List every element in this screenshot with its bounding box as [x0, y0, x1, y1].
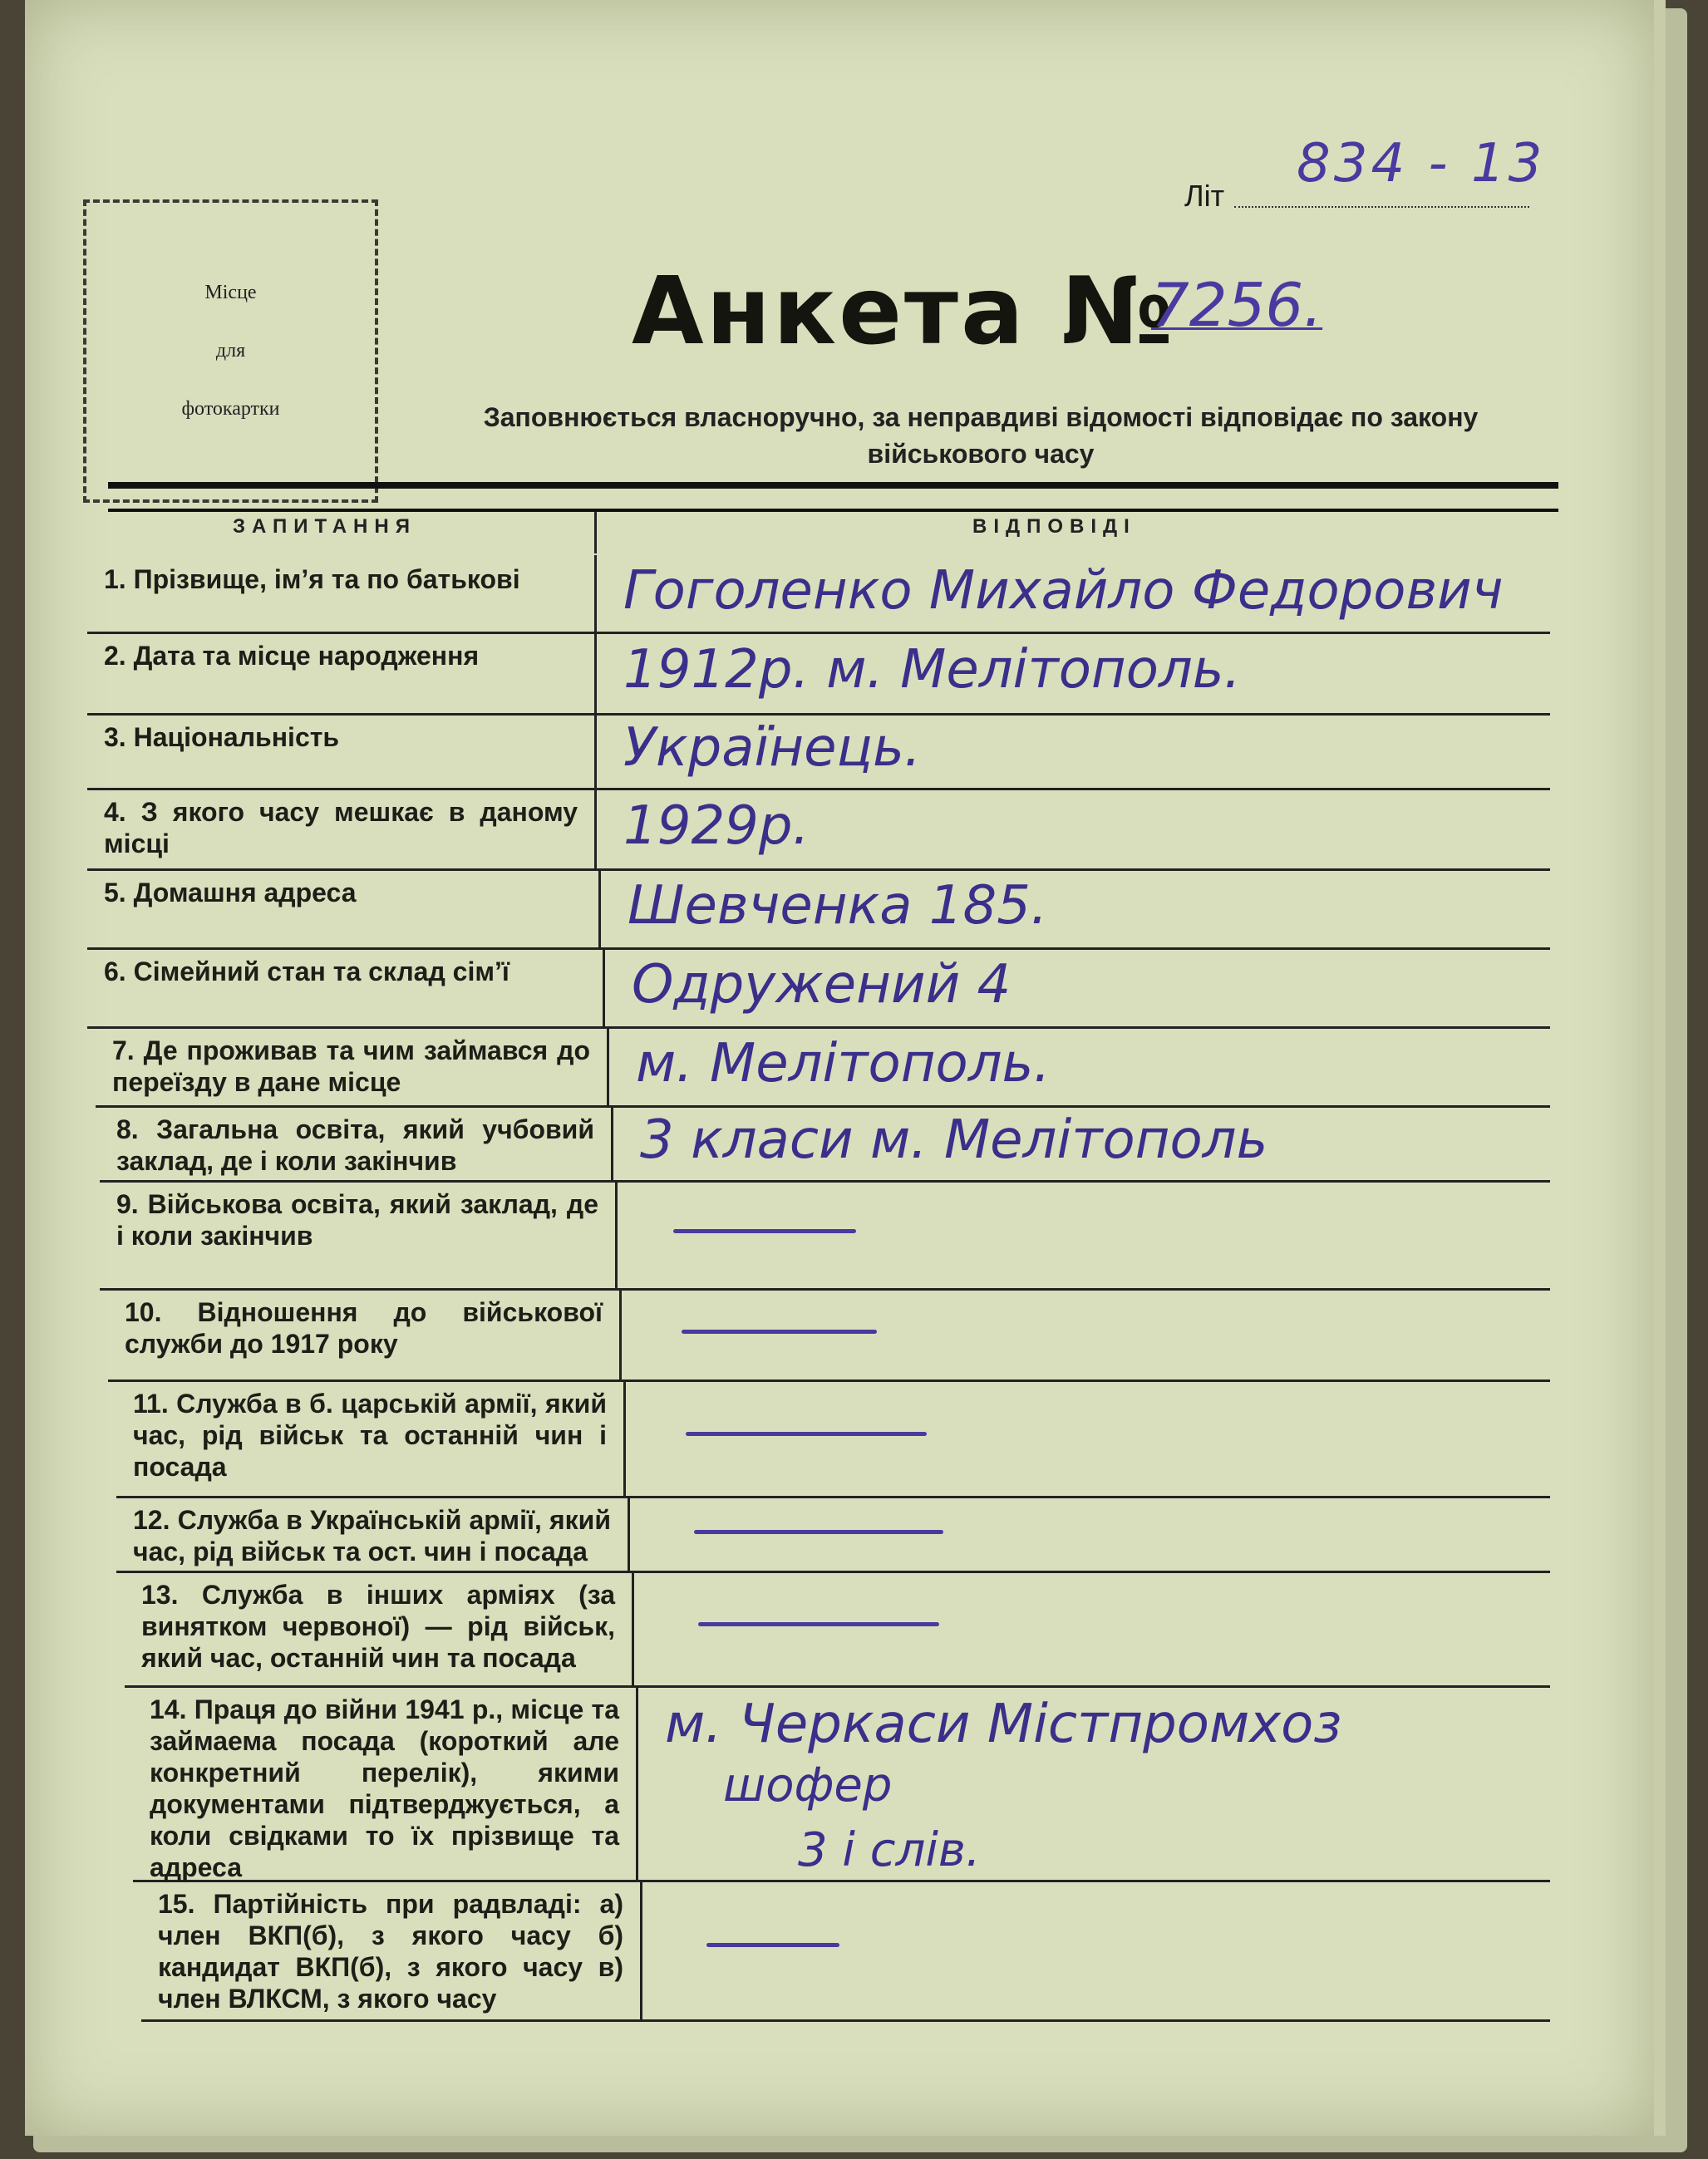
form-number: 7256. [1151, 270, 1323, 340]
header-rule-thin [108, 509, 1558, 512]
column-divider [615, 1180, 618, 1288]
question-6: 6. Сімейний стан та склад сім’ї [104, 957, 509, 986]
questionnaire-page [25, 0, 1666, 2136]
row-separator [87, 632, 1550, 634]
question-3: 3. Національність [104, 722, 340, 752]
lit-value: 834 - 13 [1297, 133, 1546, 194]
question-13: 13. Служба в інших арміях (за винятком червоної) — рід військ, який час, останній чин та посада [141, 1580, 615, 1673]
question-15: 15. Партійність при радвладі: а) член ВКП(б), з якого часу б) кандидат ВКП(б), з якого часу в) член ВЛКСМ, з якого часу [158, 1889, 623, 2014]
lit-label: Літ [1184, 179, 1225, 213]
row-separator [141, 2019, 1550, 2022]
form-instruction: Заповнюється власноручно, за неправдиві відомості відповідає по закону військового часу [483, 402, 1479, 469]
question-12: 12. Служба в Українській армії, який час, рід військ та ост. чин і посада [133, 1505, 611, 1566]
row-separator [87, 1026, 1550, 1029]
column-divider [607, 1026, 609, 1105]
answer-14: м. Черкаси Містпромхоз [665, 1694, 1342, 1755]
answer-dash-12 [694, 1530, 943, 1534]
answer-dash-15 [706, 1943, 839, 1947]
question-9: 9. Військова освіта, який заклад, де і коли закінчив [116, 1189, 598, 1251]
question-14: 14. Праця до війни 1941 р., місце та займаема посада (короткий але конкретний перелік), якими документами підтверджується, а коли свідками то їх прізвище та адреса [150, 1694, 619, 1882]
answer-4: 1929р. [623, 794, 810, 857]
question-2: 2. Дата та місце народження [104, 641, 480, 671]
column-divider [619, 1288, 622, 1379]
answer-dash-9 [673, 1229, 856, 1233]
row-separator [116, 1571, 1550, 1573]
column-head-answers: ВІДПОВІДІ [972, 515, 1136, 538]
column-divider [611, 1105, 613, 1180]
photo-label-3: фотокартки [181, 398, 280, 420]
column-divider [636, 1685, 638, 1880]
row-separator [96, 1105, 1550, 1108]
row-separator [100, 1288, 1550, 1291]
answer-14-line-2: шофер [723, 1758, 893, 1812]
photo-label-1: Місце [204, 282, 257, 303]
column-divider [640, 1880, 642, 2019]
answer-dash-10 [682, 1330, 877, 1334]
row-separator [87, 713, 1550, 716]
row-separator [87, 947, 1550, 950]
answer-1: Гоголенко Михайло Федорович [623, 560, 1504, 622]
answer-3: Українець. [623, 717, 922, 779]
question-11: 11. Служба в б. царській армії, який час, рід військ та останній чин і посада [133, 1389, 607, 1482]
photo-label-2: для [215, 340, 246, 361]
answer-14-line-3: 3 і слів. [798, 1823, 981, 1877]
column-divider [594, 713, 597, 788]
column-head-questions: ЗАПИТАННЯ [233, 515, 416, 538]
row-separator [100, 1180, 1550, 1183]
column-divider [598, 868, 601, 947]
column-divider [594, 632, 597, 713]
row-separator [108, 1379, 1550, 1382]
row-separator [125, 1685, 1550, 1688]
form-title: Анкета № [632, 258, 1176, 366]
answer-8: 3 класи м. Мелітополь [640, 1109, 1268, 1171]
question-10: 10. Відношення до військової служби до 1917 року [125, 1297, 603, 1359]
answer-6: Одружений 4 [632, 953, 1012, 1016]
column-divider [594, 788, 597, 868]
row-separator [87, 868, 1550, 871]
column-divider-head [594, 512, 597, 553]
question-7: 7. Де проживав та чим займався до переїзду в дане місце [112, 1035, 590, 1097]
header-rule-thick [108, 482, 1558, 489]
answer-dash-13 [698, 1622, 939, 1626]
question-4: 4. З якого часу мешкає в даному місці [104, 797, 578, 858]
answer-7: м. Мелітополь. [636, 1032, 1051, 1094]
column-divider [603, 947, 605, 1026]
question-1: 1. Прізвище, ім’я та по батькові [104, 564, 520, 594]
question-5: 5. Домашня адреса [104, 878, 357, 907]
column-divider [632, 1571, 634, 1685]
column-divider [628, 1496, 630, 1571]
row-separator [116, 1496, 1550, 1498]
answer-dash-11 [686, 1432, 927, 1436]
answer-2: 1912р. м. Мелітополь. [623, 639, 1241, 701]
answer-5: Шевченка 185. [628, 874, 1048, 937]
row-separator [87, 788, 1550, 790]
photo-placeholder [83, 199, 378, 503]
column-divider [623, 1379, 626, 1496]
lit-line [1234, 206, 1529, 208]
question-8: 8. Загальна освіта, який учбовий заклад, де і коли закінчив [116, 1114, 594, 1176]
column-divider [594, 555, 597, 632]
